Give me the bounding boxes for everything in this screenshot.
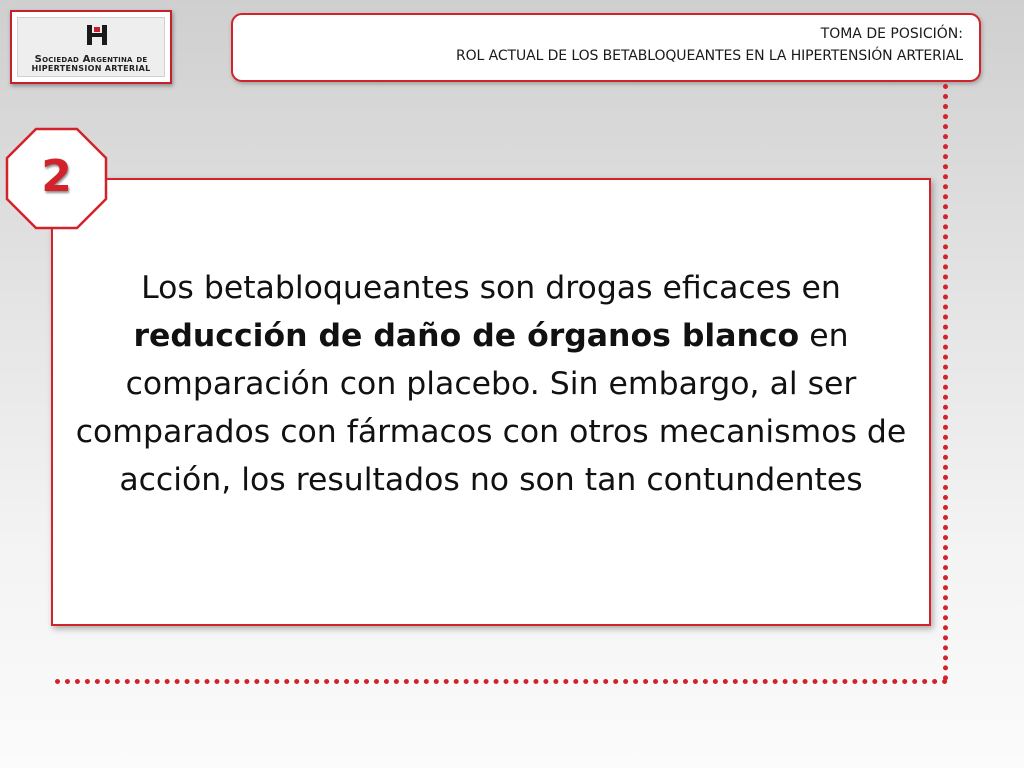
dotted-connector-horizontal — [55, 679, 948, 684]
sah-h-logo-icon — [86, 24, 108, 46]
statement-part-2: en comparación con placebo. Sin embargo, al ser comparados con fármacos con otros mecanismos de acción, los resultados no son tan contundentes — [75, 318, 907, 498]
badge-number: 2 — [41, 151, 72, 202]
logo-line-1: Sociedad Argentina de — [34, 54, 148, 65]
statement-text — [73, 264, 909, 504]
statement-part-1: Los betabloqueantes son drogas eficaces en — [141, 270, 841, 306]
sah-logo — [10, 10, 172, 84]
dotted-connector-vertical — [943, 84, 948, 681]
header-title-line-2: ROL ACTUAL DE LOS BETABLOQUEANTES EN LA HIPERTENSIÓN ARTERIAL — [456, 48, 963, 64]
logo-text — [18, 54, 164, 74]
statement-box — [51, 178, 931, 626]
header-title-box — [231, 13, 981, 82]
statement-emphasis: reducción de daño de órganos blanco — [133, 318, 800, 354]
number-badge — [5, 127, 108, 230]
logo-panel — [17, 17, 165, 77]
logo-line-2: HIPERTENSION ARTERIAL — [31, 64, 151, 73]
header-title-line-1: TOMA DE POSICIÓN: — [820, 26, 963, 42]
